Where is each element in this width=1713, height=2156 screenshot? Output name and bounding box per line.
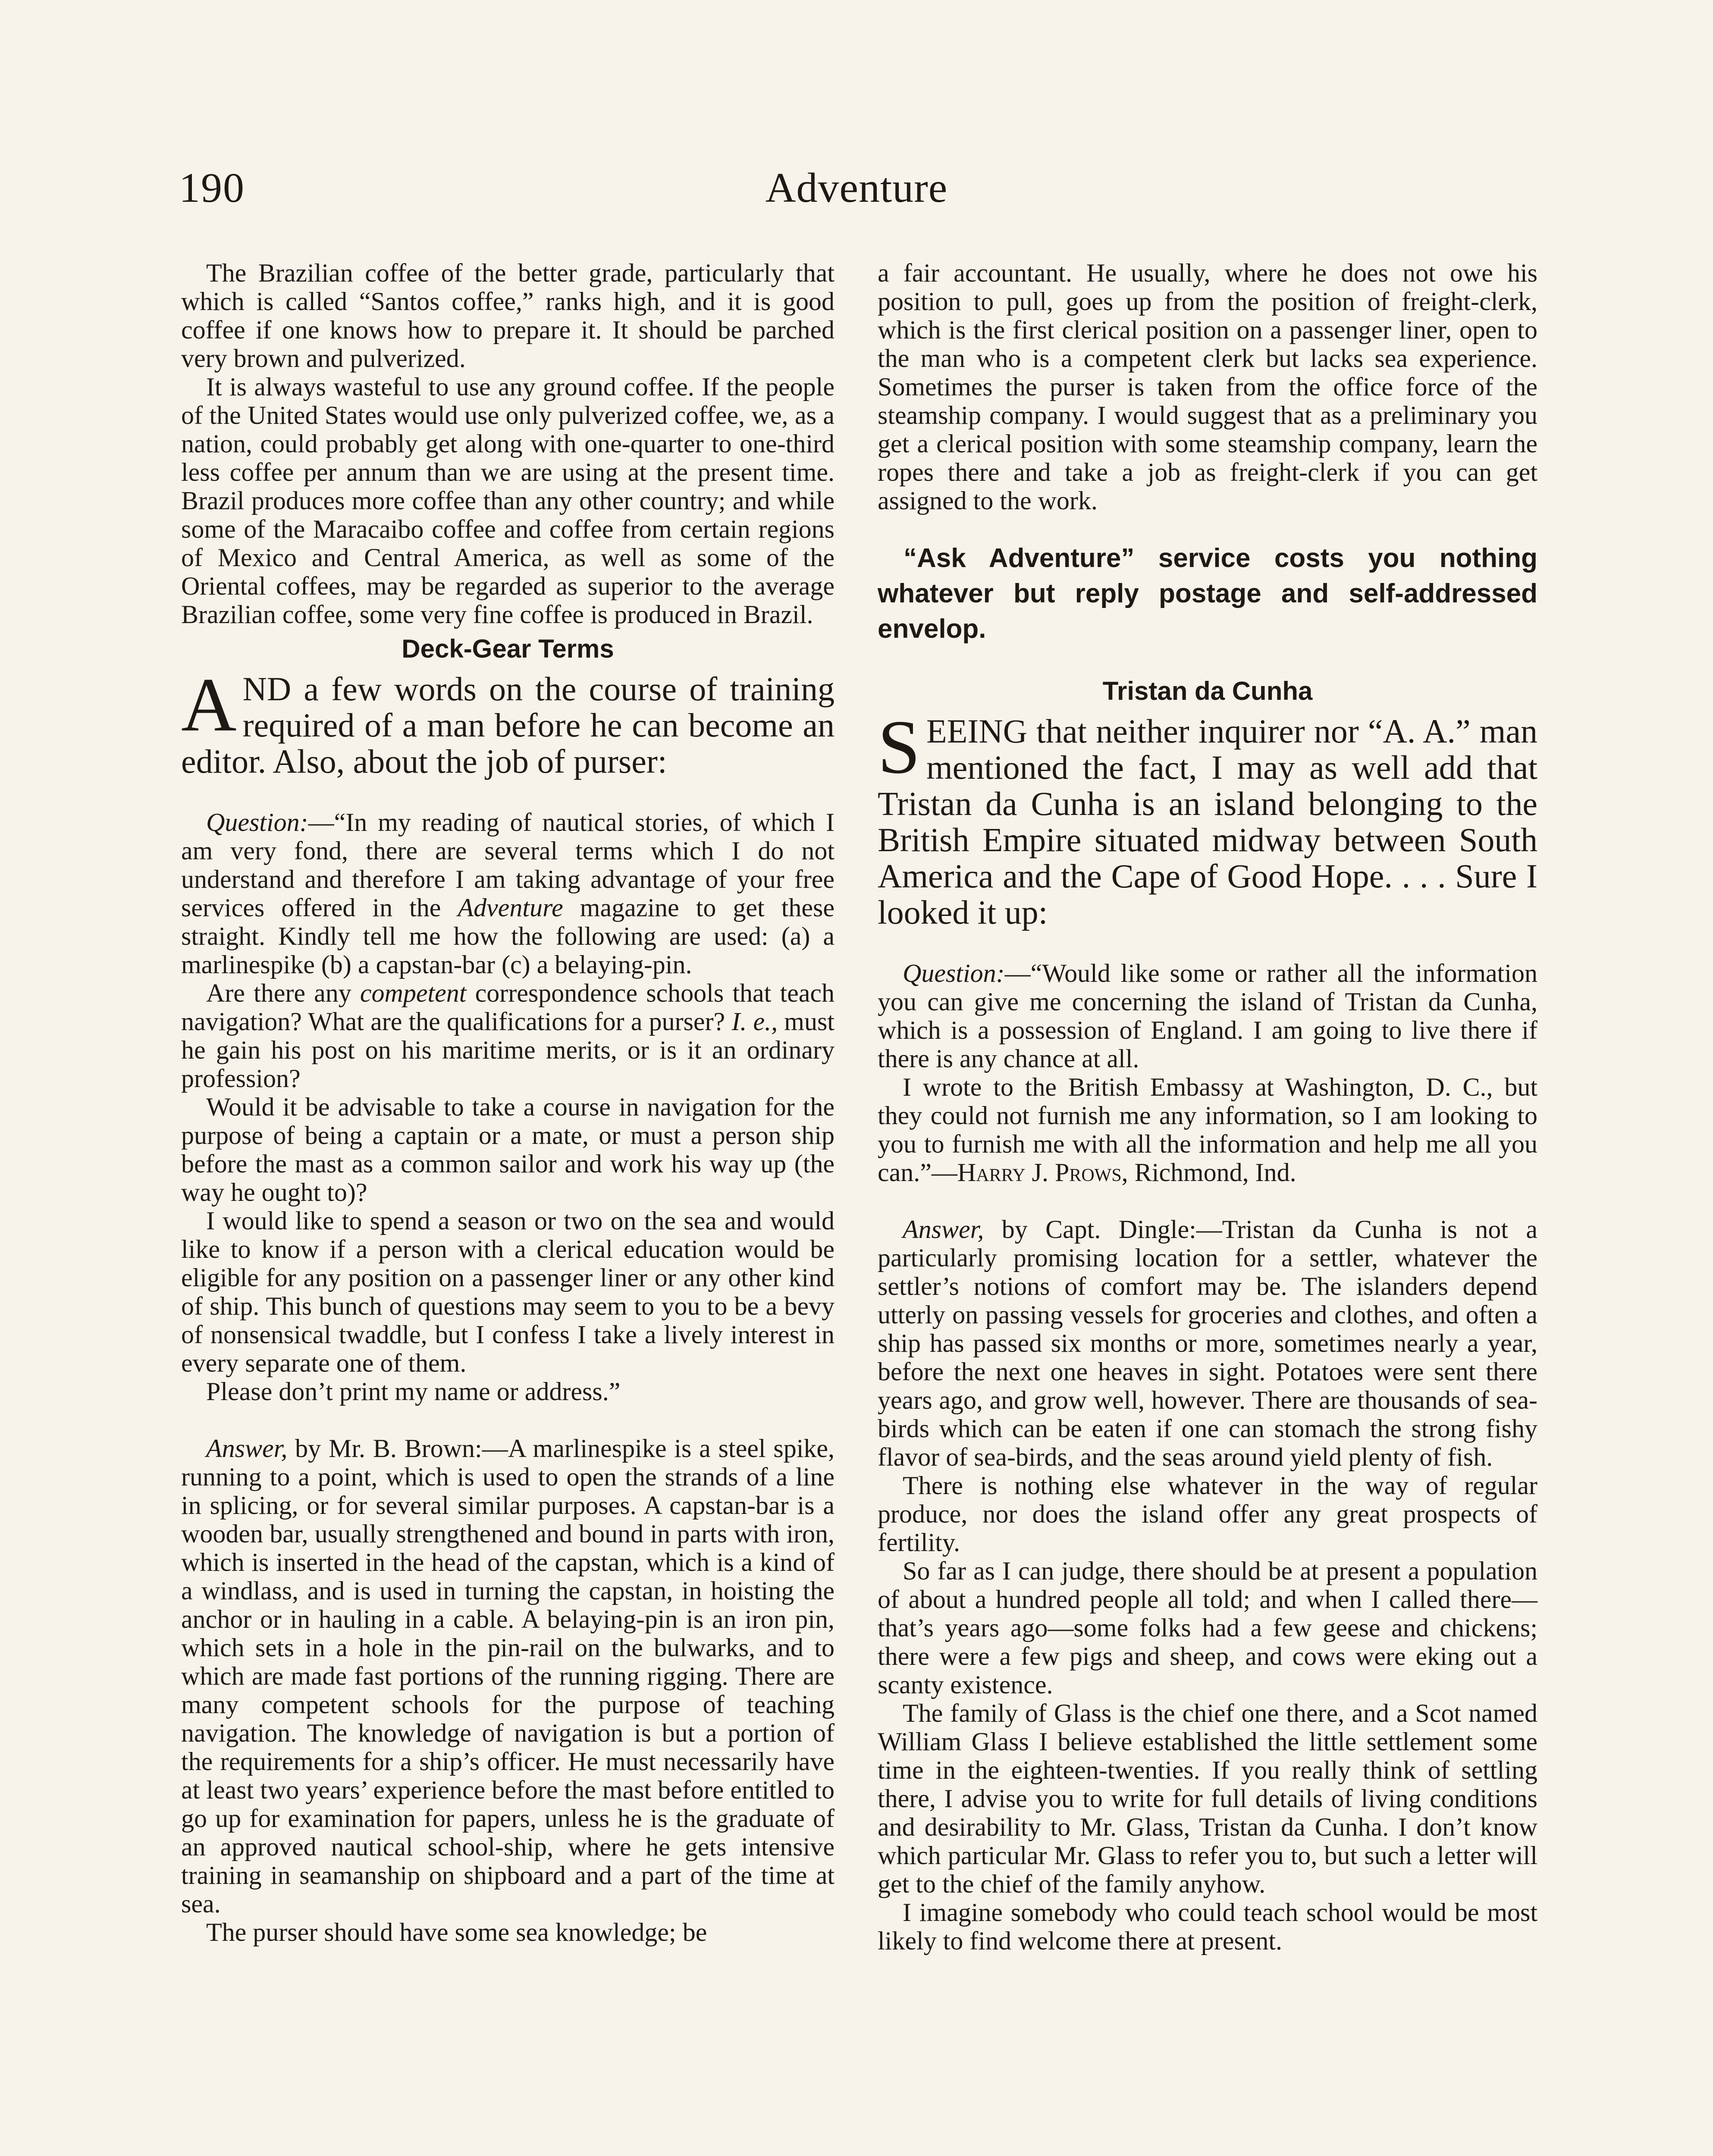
lead-text: ND a few words on the course of training required of a man before he can become an editor. Also, about the job of purser: (181, 670, 835, 780)
question-paragraph-4: I would like to spend a season or two on the sea and would like to know if a person with a clerical education would be eligible for any position on a passenger liner or any other kind of ship. This bunch of questions may seem to you to be a bevy of nonsensical twaddle, but I confess I take a lively interest in every separate one of them. (181, 1206, 835, 1377)
magazine-title: Adventure (765, 165, 948, 211)
question-paragraph-2 (181, 979, 835, 1093)
question-text: correspondence schools that teach navigation? What are the qualifications for a purser? (181, 979, 835, 1036)
left-column (181, 259, 835, 1946)
answer-paragraph-4: The family of Glass is the chief one there, and a Scot named William Glass I believe established the little settlement some time in the eighteen-twenties. If you really think of settling there, I advise you to write for full details of living conditions and desirability to Mr. Glass, Tristan da Cunha. I don’t know which particular Mr. Glass to refer you to, but such a letter will get to the chief of the family anyhow. (878, 1699, 1537, 1898)
magazine-name-italic: Adventure (458, 893, 563, 922)
section-heading-tristan: Tristan da Cunha (1102, 677, 1313, 705)
tristan-lead (878, 704, 1537, 931)
answer-text: by Mr. B. Brown:—A marlinespike is a steel spike, running to a point, which is used to open the strands of a line in splicing, or for several similar purposes. A capstan-bar is a wooden bar, usually strengthened and bound in parts with iron, which is inserted in the head of the capstan, which is a kind of a windlass, and is used in turning the capstan, in hoisting the anchor or in hauling in a cable. A belaying-pin is an iron pin, which sets in a hole in the pin-rail on the bulwarks, and to which are made fast portions of the running rigging. There are many competent schools for the purpose of teaching navigation. The knowledge of navigation is but a portion of the requirements for a ship’s officer. He must necessarily have at least two years’ experience before the mast before entitled to go up for examination for papers, unless he is the graduate of an approved nautical school-ship, where he gets intensive training in seamanship on shipboard and a part of the time at sea. (181, 1434, 835, 1918)
answer-paragraph-2: There is nothing else whatever in the way of regular produce, nor does the island offer any great prospects of fertility. (878, 1471, 1537, 1557)
question-paragraph-1 (181, 808, 835, 979)
signature-name: Harry J. Prows (957, 1158, 1122, 1187)
deck-gear-lead (181, 662, 835, 780)
drop-cap: S (878, 704, 920, 790)
coffee-paragraph-2: It is always wasteful to use any ground coffee. If the people of the United States would use only pulverized coffee, we, as a nation, could probably get along with one-quarter to one-third less coffee per annum than we are using at the present time. Brazil produces more coffee than any other country; and while some of the Maracaibo coffee and coffee from certain regions of Mexico and Central America, as well as some of the Oriental coffees, may be regarded as superior to the average Brazilian coffee, some very fine coffee is produced in Brazil. (181, 373, 835, 629)
question-text: I wrote to the British Embassy at Washington, D. C., but they could not furnish me any information, so I am looking to you to furnish me with all the information and help me all you can.”— (878, 1073, 1537, 1187)
question-paragraph-3: Would it be advisable to take a course in navigation for the purpose of being a captain or a mate, or must a person ship before the mast as a common sailor and work his way up (the way he ought to)? (181, 1093, 835, 1206)
question-text-end: magazine to get these straight. Kindly tell me how the following are used: (a) a marlinespike (b) a capstan-bar (c) a belaying-pin. (181, 893, 835, 979)
question-text: —“In my reading of nautical stories, of which I am very fond, there are several terms which I do not understand and therefore I am taking advantage of your free services offered in the (181, 808, 835, 922)
signature-location: , Richmond, Ind. (1121, 1158, 1296, 1187)
page-number: 190 (179, 165, 245, 211)
answer-label: Answer, (206, 1434, 288, 1463)
question-text: must he gain his post on his maritime merits, or is it an ordinary profession? (181, 1007, 835, 1093)
right-column (878, 259, 1537, 1955)
answer-paragraph-1 (181, 1434, 835, 1918)
ie-italic: I. e., (731, 1007, 778, 1036)
question-text: —“Would like some or rather all the information you can give me concerning the island of Tristan da Cunha, which is a possession of England. I am going to live there if there is any chance at all. (878, 959, 1537, 1073)
question-text: Are there any (206, 979, 360, 1007)
question-label: Question: (206, 808, 308, 837)
question-label: Question: (903, 959, 1005, 987)
question-paragraph-2 (878, 1073, 1537, 1187)
answer-label: Answer, (903, 1215, 984, 1244)
drop-cap: A (181, 662, 237, 747)
answer-paragraph-5: I imagine somebody who could teach school would be most likely to find welcome there at present. (878, 1898, 1537, 1955)
answer-paragraph-2: The purser should have some sea knowledge; be (206, 1918, 707, 1946)
section-heading-deck-gear: Deck-Gear Terms (402, 634, 614, 663)
service-notice: “Ask Adventure” service costs you nothing whatever but reply postage and self-addressed envelop. (878, 543, 1537, 644)
lead-text: EEING that neither inquirer nor “A. A.” man mentioned the fact, I may as well add that Tristan da Cunha is an island belonging to the British Empire situated midway between South America and the Cape of Good Hope. . . . Sure I looked it up: (878, 712, 1537, 931)
answer-text: by Capt. Dingle:—Tristan da Cunha is not a particularly promising location for a settler, whatever the settler’s notions of comfort may be. The islanders depend utterly on passing vessels for groceries and clothes, and often a ship has passed six months or more, sometimes nearly a year, before the next one heaves in sight. Potatoes were sent there years ago, and grow well, however. There are thousands of sea-birds which can be eaten if one can stomach the strong fishy flavor of sea-birds, and the seas around yield plenty of fish. (878, 1215, 1537, 1471)
answer-paragraph-1 (878, 1215, 1537, 1471)
purser-paragraph: a fair accountant. He usually, where he does not owe his position to pull, goes up from the position of freight-clerk, which is the first clerical position on a passenger liner, open to the man who is a competent clerk but lacks sea experience. Sometimes the purser is taken from the office force of the steamship company. I would suggest that as a preliminary you get a clerical position with some steamship company, learn the ropes there and take a job as freight-clerk if you can get assigned to the work. (878, 259, 1537, 515)
question-paragraph-1 (878, 959, 1537, 1073)
answer-paragraph-3: So far as I can judge, there should be at present a population of about a hundred people all told; and when I called there—that’s years ago—some folks had a few geese and chickens; there were a few pigs and sheep, and cows were eking out a scanty existence. (878, 1557, 1537, 1699)
page-header (0, 0, 1713, 241)
emphasis-italic: competent (360, 979, 467, 1007)
question-paragraph-5: Please don’t print my name or address.” (206, 1377, 621, 1406)
coffee-paragraph-1: The Brazilian coffee of the better grade, particularly that which is called “Santos coffee,” ranks high, and it is good coffee if one knows how to prepare it. It should be parched very brown and pulverized. (181, 259, 835, 373)
